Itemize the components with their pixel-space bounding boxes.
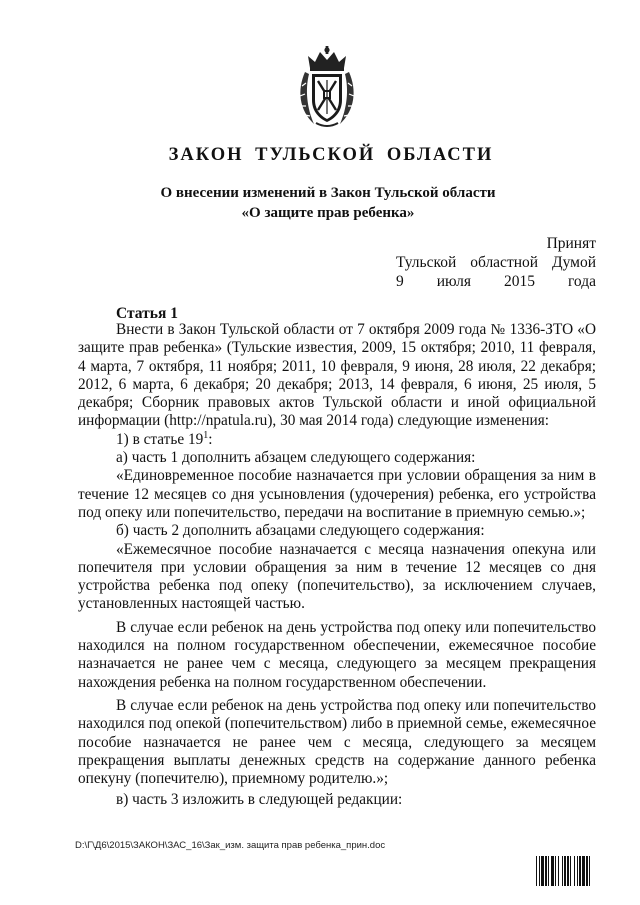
- item1-suffix: :: [208, 430, 213, 448]
- adopted-line2: Тульской областной Думой: [396, 254, 596, 271]
- article-paragraph: В случае если ребенок на день устройства под опеку или попечительство находился под опекой (попечительством) либо в приемной семье, ежемесячное пособие назначается не ранее чем с месяца, следующего за месяцем прекращения выплаты денежных средств на содержание данного ребенка опекуну (попечителю), приемному родителю.»;: [78, 696, 596, 788]
- item1-prefix: 1) в статье 19: [116, 430, 204, 448]
- law-subtitle-line2: «О защите прав ребенка»: [241, 205, 415, 221]
- article-paragraph: «Ежемесячное пособие назначается с месяца назначения опекуна или попечителя при условии обращения за ним в течение 12 месяцев со дня устройства ребенка под опеку (попечительство), за исключением случаев, установленных настоящей частью.: [78, 540, 596, 613]
- law-title: ЗАКОН ТУЛЬСКОЙ ОБЛАСТИ: [168, 145, 494, 165]
- article-item-1: [78, 431, 596, 449]
- article-paragraph: б) часть 2 дополнить абзацами следующего содержания:: [116, 522, 485, 540]
- article-paragraph: В случае если ребенок на день устройства под опеку или попечительство находился на полном государственном обеспечении, ежемесячное пособие назначается не ранее чем с месяца, следующего за месяцем прекращения нахождения ребенка на полном государственном обеспечении.: [78, 618, 596, 691]
- barcode-icon: [536, 856, 620, 886]
- article-paragraph: а) часть 1 дополнить абзацем следующего содержания:: [116, 449, 476, 467]
- article-paragraph: Внести в Закон Тульской области от 7 октября 2009 года № 1336-ЗТО «О защите прав ребенка» (Тульские известия, 2009, 15 октября; 2010, 11 февраля, 4 марта, 7 октября, 11 ноября; 2011, 10 февраля, 9 июня, 28 июля, 22 декабря; 2012, 6 марта, 6 декабря; 20 декабря; 2013, 14 февраля, 6 июня, 25 июля, 5 декабря; Сборник правовых актов Тульской области и иной официальной информации (http://npatula.ru), 30 мая 2014 года) следующие изменения:: [78, 321, 596, 430]
- coat-of-arms-icon: [296, 46, 358, 130]
- article-paragraph: «Единовременное пособие назначается при условии обращения за ним в течение 12 месяцев со дня усыновления (удочерения) ребенка, его устройства под опеку или попечительство, передачи на воспитание в приемную семью.»;: [78, 467, 596, 521]
- article-body: [78, 321, 596, 810]
- file-path-footer: D:\Г\Д6\2015\ЗАКОН\ЗАС_16\Зак_изм. защита прав ребенка_прин.doc: [75, 840, 386, 851]
- article-heading: Статья 1: [116, 305, 178, 322]
- article-paragraph: в) часть 3 изложить в следующей редакции:: [116, 791, 403, 809]
- item1-superscript: 1: [203, 429, 209, 441]
- adopted-line1: Принят: [546, 235, 596, 252]
- adopted-line3: 9 июля 2015 года: [396, 273, 596, 290]
- law-subtitle-line1: О внесении изменений в Закон Тульской области: [160, 185, 496, 201]
